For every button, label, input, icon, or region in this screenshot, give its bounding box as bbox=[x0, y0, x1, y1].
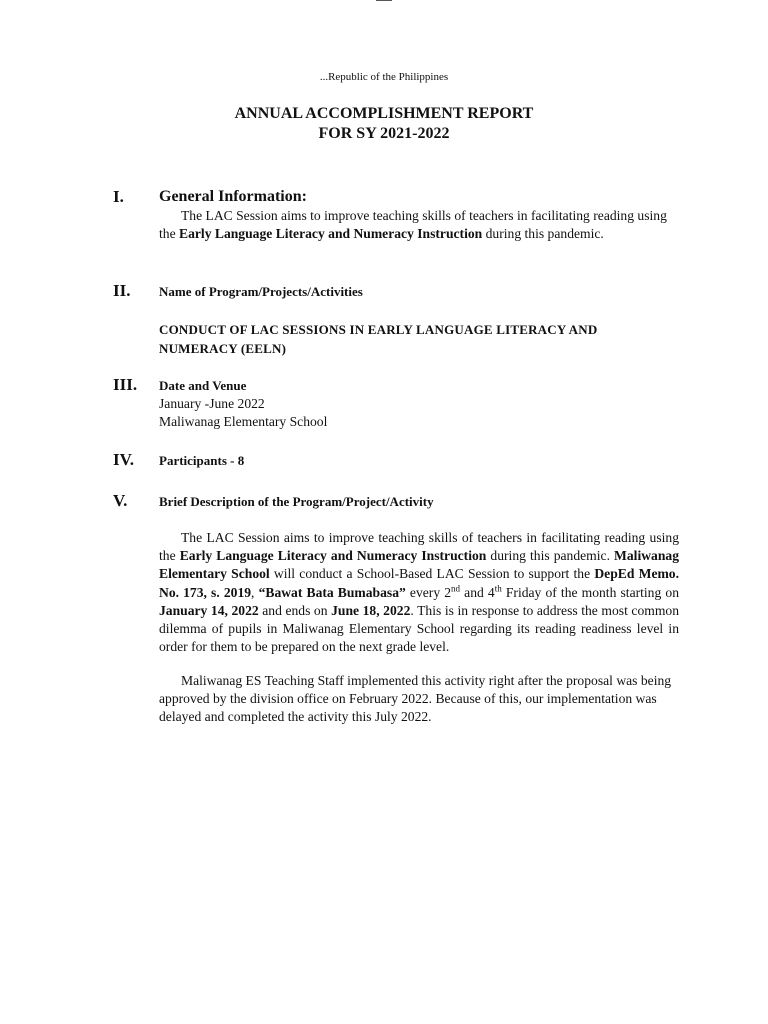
section-2-heading: Name of Program/Projects/Activities bbox=[159, 284, 363, 299]
desc-text: , bbox=[251, 584, 259, 600]
republic-line: ...Republic of the Philippines bbox=[319, 71, 449, 83]
section-3-number: III. bbox=[113, 375, 138, 394]
description-paragraph-2: Maliwanag ES Teaching Staff implemented this activity right after the proposal was being approved by the division office on February 2022. Because of this, our implementation was delayed and completed the activity this July 2022. bbox=[159, 673, 672, 725]
section-4-heading: Participants - 8 bbox=[159, 453, 245, 468]
ordinal-suffix: th bbox=[494, 583, 502, 594]
desc-text: will conduct a School-Based LAC Session to support the bbox=[269, 566, 595, 582]
desc-bold-program: “Bawat Bata Bumabasa” bbox=[258, 584, 406, 600]
desc-bold-end-date: June 18, 2022 bbox=[331, 602, 411, 618]
section-1-heading: General Information: bbox=[159, 188, 307, 205]
program-title: CONDUCT OF LAC SESSIONS IN EARLY LANGUAGE LITERACY AND NUMERACY (EELN) bbox=[159, 322, 598, 356]
desc-text: The LAC Session aims to improve teaching skills of teachers in facilitating reading using the bbox=[159, 530, 679, 564]
desc-text: and 4 bbox=[460, 584, 495, 600]
desc-text: Friday of the month starting on bbox=[501, 584, 679, 600]
desc-text: during this pandemic. bbox=[486, 548, 615, 564]
section-5-number: V. bbox=[113, 491, 128, 510]
report-title bbox=[0, 104, 768, 144]
desc-bold-school: Maliwanag Elementary School bbox=[159, 548, 679, 582]
desc-text: . This is in response to address the most common dilemma of pupils in Maliwanag Elementary School regarding its reading readiness level in order for them to be prepared on the next grade level. bbox=[159, 602, 679, 655]
section-1-text bbox=[159, 207, 679, 243]
section-1-number: I. bbox=[113, 187, 124, 206]
section-1-text-a: The LAC Session aims to improve teaching skills of teachers in facilitating reading using the bbox=[159, 208, 667, 242]
section-4-number: IV. bbox=[113, 450, 134, 469]
section-5-heading: Brief Description of the Program/Project/Activity bbox=[159, 494, 434, 509]
desc-text: and ends on bbox=[258, 602, 332, 618]
date-text: January -June 2022 bbox=[159, 396, 265, 411]
desc-bold-start-date: January 14, 2022 bbox=[159, 602, 259, 618]
desc-bold-memo: DepEd Memo. No. 173, s. 2019 bbox=[159, 566, 680, 600]
page-top-mark bbox=[376, 0, 392, 1]
report-title-line1: ANNUAL ACCOMPLISHMENT REPORT bbox=[234, 105, 534, 122]
section-3-heading: Date and Venue bbox=[159, 378, 247, 393]
desc-text: every 2 bbox=[405, 584, 452, 600]
desc-bold-instruction: Early Language Literacy and Numeracy Instruction bbox=[179, 548, 487, 564]
venue-text: Maliwanag Elementary School bbox=[159, 414, 328, 429]
section-1-text-bold: Early Language Literacy and Numeracy Instruction bbox=[179, 226, 483, 242]
description-paragraph-1 bbox=[159, 529, 679, 656]
ordinal-suffix: nd bbox=[451, 583, 461, 594]
section-2-number: II. bbox=[113, 281, 131, 300]
report-title-line2: FOR SY 2021-2022 bbox=[318, 125, 450, 142]
section-1-text-b: during this pandemic. bbox=[482, 226, 604, 242]
